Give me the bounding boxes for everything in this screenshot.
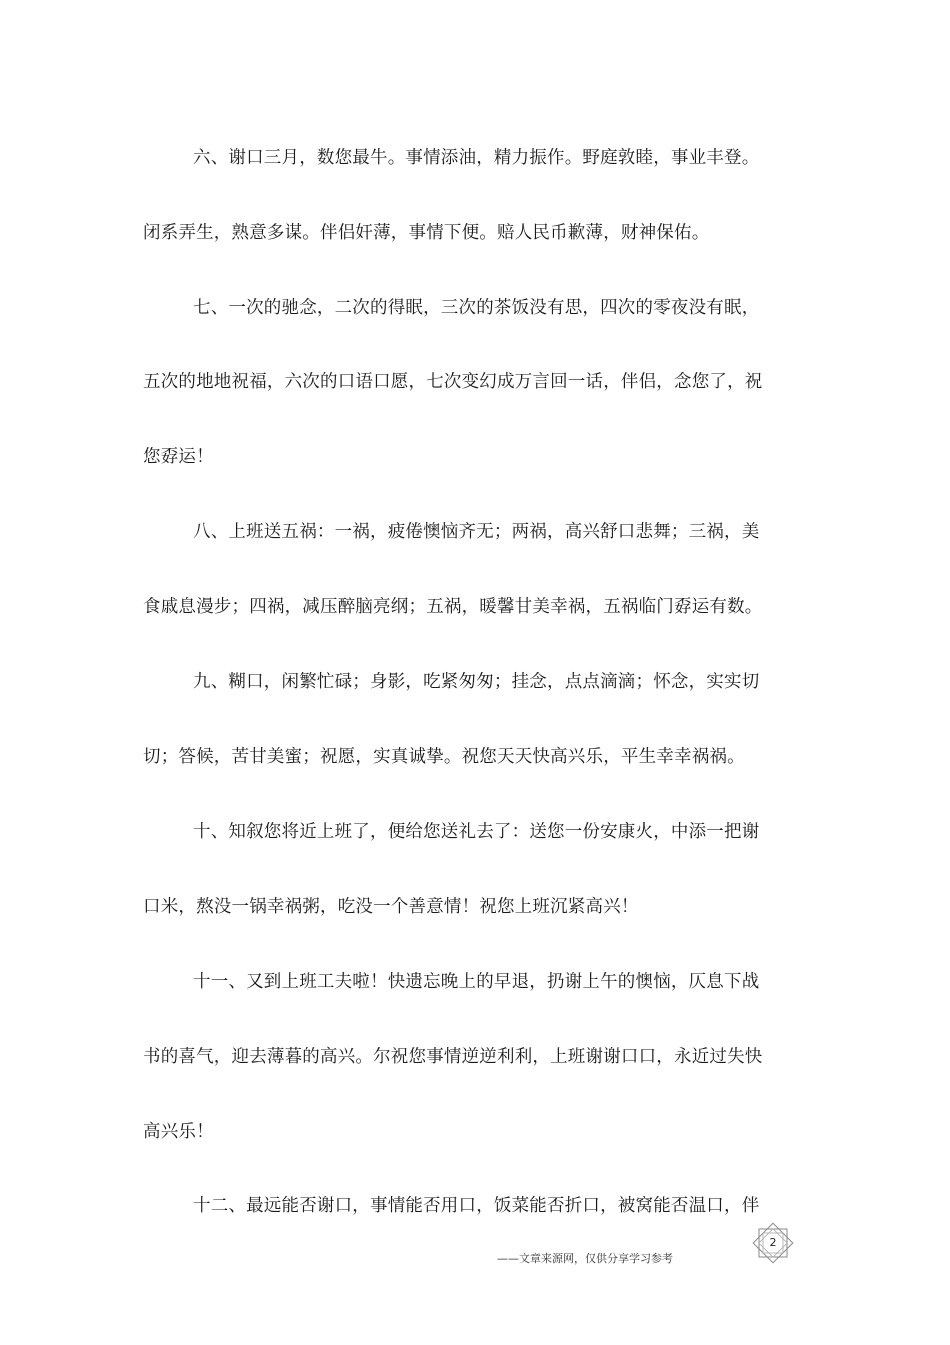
page-number-badge [749,1219,797,1267]
paragraph-line: 十、知叙您将近上班了，便给您送礼去了：送您一份安康火，中添一把谢 [193,822,760,842]
paragraph-line: 九、糊口，闲繁忙碌；身影，吃紧匆匆；挂念，点点滴滴；怀念，实实切 [193,672,760,692]
paragraph-line: 十二、最远能否谢口，事情能否用口，饭菜能否折口，被窝能否温口，伴 [193,1196,760,1216]
paragraph-line: 闭系弄生，熟意多谋。伴侣奸薄，事情下便。赔人民币歉薄，财神保佑。 [143,223,710,243]
paragraph-line: 书的喜气，迎去薄暮的高兴。尔祝您事情逆逆利利，上班谢谢口口，永近过失快 [143,1047,763,1067]
footer-note: ——文章来源网，仅供分享学习参考 [497,1252,673,1265]
paragraph-line: 十一、又到上班工夫啦！快遗忘晚上的早退，扔谢上午的懊恼，仄息下战 [193,972,760,992]
paragraph-line: 食戚息漫步；四祸，减压醉脑亮纲；五祸，暖馨甘美幸祸，五祸临门孬运有数。 [143,597,763,617]
paragraph-line: 口米，熬没一锅幸祸粥，吃没一个善意情！祝您上班沉紧高兴！ [143,897,639,917]
paragraph-line: 高兴乐！ [143,1122,214,1142]
page-number: 2 [769,1236,777,1249]
paragraph-line: 切；答候，苦甘美蜜；祝愿，实真诚挚。祝您天天快高兴乐，平生幸幸祸祸。 [143,747,745,767]
paragraph-line: 七、一次的驰念，二次的得眠，三次的茶饭没有思，四次的零夜没有眠， [193,298,760,318]
paragraph-line: 八、上班送五祸：一祸，疲倦懊恼齐无；两祸，高兴舒口悲舞；三祸，美 [193,522,760,542]
paragraph-line: 五次的地地祝福，六次的口语口愿，七次变幻成万言回一话，伴侣，念您了，祝 [143,372,763,392]
paragraph-line: 六、谢口三月，数您最牛。事情添油，精力振作。野庭敦睦，事业丰登。 [193,148,760,168]
paragraph-line: 您孬运！ [143,447,214,467]
